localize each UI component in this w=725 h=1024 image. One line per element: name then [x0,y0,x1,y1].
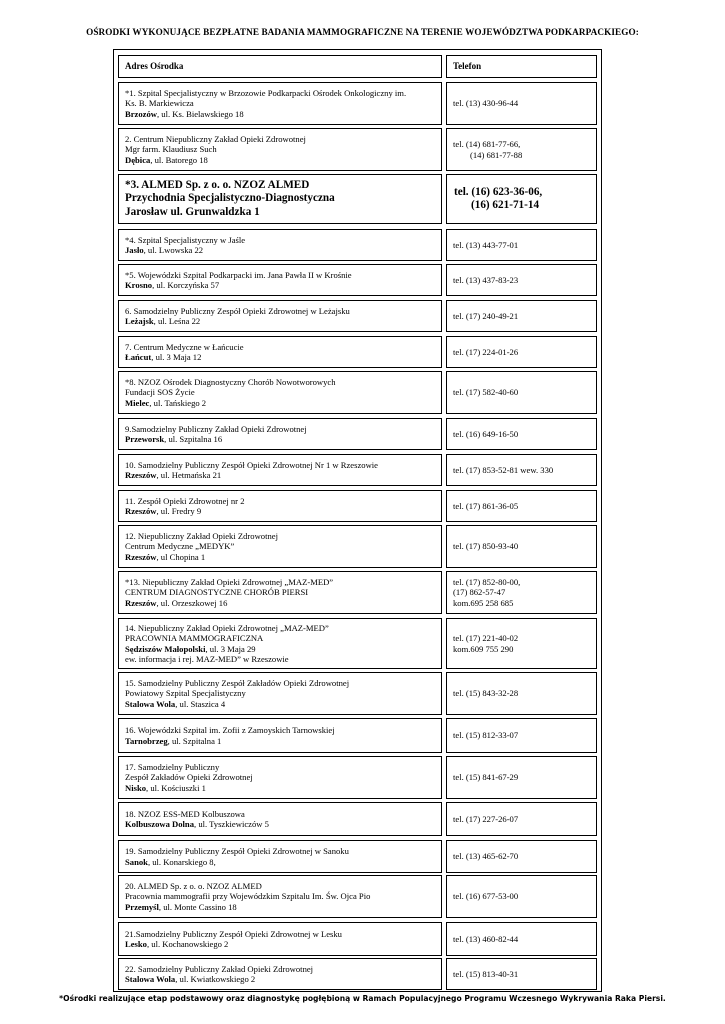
address-cell [118,958,442,990]
address-line: *8. NZOZ Ośrodek Diagnostyczny Chorób Nowotworowych [125,376,336,387]
phone-cell [446,174,597,224]
street-address: , ul Chopina 1 [156,551,206,562]
address-line: 14. Niepubliczny Zakład Opieki Zdrowotnej „MAZ-MED” [125,622,329,633]
street-address: , ul. Orzeszkowej 16 [156,597,228,608]
city-name: Brzozów [125,108,157,119]
address-line: 21.Samodzielny Publiczny Zespół Opieki Zdrowotnej w Lesku [125,928,342,939]
phone-number: tel. (17) 224-01-26 [453,346,519,357]
phone-number: tel. (13) 465-62-70 [453,851,519,862]
address-cell [118,300,442,332]
phone-number: kom.695 258 685 [453,597,514,608]
street-address: , ul. Kościuszki 1 [146,782,206,793]
city-street-line [125,352,435,362]
address-line: Fundacji SOS Życie [125,387,195,398]
city-name: Rzeszów [125,506,157,516]
address-line: *13. Niepubliczny Zakład Opieki Zdrowotnej „MAZ-MED” [125,576,334,587]
phone-cell [446,875,597,918]
city-street-line [125,699,435,709]
city-name: Jarosław [125,205,168,218]
address-cell [118,454,442,486]
street-address: , ul. Fredry 9 [156,506,202,516]
street-address: , ul. Tyszkiewiczów 5 [194,819,269,829]
address-cell [118,875,442,918]
phone-number: tel. (17) 221-40-02 [453,633,519,644]
phone-number: tel. (14) 681-77-66, [453,139,521,150]
address-line: Centrum Medyczne „MEDYK” [125,541,235,552]
street-address: , ul. Ks. Bielawskiego 18 [156,108,244,119]
city-name: Mielec [125,397,150,408]
phone-cell [446,958,597,990]
header-phone-cell: Telefon [446,55,597,78]
city-name: Leżajsk [125,316,154,326]
phone-cell [446,300,597,332]
address-line: 10. Samodzielny Publiczny Zespół Opieki Zdrowotnej Nr 1 w Rzeszowie [125,459,378,470]
address-line: 7. Centrum Medyczne w Łańcucie [125,341,244,352]
street-address: , ul. Szpitalna 1 [167,735,222,746]
address-cell [118,525,442,568]
address-cell [118,128,442,171]
phone-cell [446,336,597,368]
address-line: *1. Szpital Specjalistyczny w Brzozowie Podkarpacki Ośrodek Onkologiczny im. [125,87,407,98]
address-line: 9.Samodzielny Publiczny Zakład Opieki Zdrowotnej [125,423,307,434]
address-cell [118,371,442,414]
city-street-line [125,245,435,255]
street-address: ul. Grunwaldzka 1 [167,205,260,218]
city-street-line [125,206,435,219]
phone-number: (16) 621-71-14 [471,199,540,211]
address-line: *3. ALMED Sp. z o. o. NZOZ ALMED [125,179,310,192]
address-cell [118,229,442,261]
city-street-line [125,939,435,949]
address-cell [118,82,442,125]
address-cell [118,490,442,522]
address-line: 15. Samodzielny Publiczny Zespół Zakładów Opieki Zdrowotnej [125,677,350,688]
phone-number: tel. (17) 227-26-07 [453,813,519,824]
address-line: 19. Samodzielny Publiczny Zespół Opieki Zdrowotnej w Sanoku [125,846,349,857]
phone-cell [446,756,597,799]
street-address: , ul. Batorego 18 [150,154,208,165]
street-address: , ul. Kwiatkowskiego 2 [175,974,256,984]
city-street-line [125,902,435,912]
phone-number: tel. (15) 841-67-29 [453,772,519,783]
phone-number: tel. (16) 649-16-50 [453,428,519,439]
city-name: Jasło [125,245,144,255]
street-address: , ul. 3 Maja 29 [205,643,256,654]
phone-cell [446,490,597,522]
phone-cell [446,371,597,414]
city-street-line [125,109,435,119]
street-address: , ul. Leśna 22 [153,316,201,326]
street-address: , ul. 3 Maja 12 [151,352,202,362]
city-street-line [125,644,435,654]
street-address: , ul. Konarskiego 8, [147,856,216,867]
phone-cell [446,229,597,261]
address-line: PRACOWNIA MAMMOGRAFICZNA [125,633,264,644]
phone-cell [446,82,597,125]
city-name: Rzeszów [125,597,157,608]
city-name: Przeworsk [125,434,165,444]
phone-cell [446,802,597,836]
address-line: CENTRUM DIAGNOSTYCZNE CHORÓB PIERSI [125,587,309,598]
phone-cell [446,618,597,669]
address-line: Ks. B. Markiewicza [125,98,194,109]
phone-cell [446,840,597,873]
address-line: Powiatowy Szpital Specjalistyczny [125,688,246,699]
city-street-line [125,783,435,793]
address-cell [118,718,442,753]
street-address: , ul. Lwowska 22 [143,245,204,255]
city-name: Rzeszów [125,470,157,480]
phone-number: (17) 862-57-47 [453,587,506,598]
city-name: Lesko [125,939,147,949]
city-street-line [125,155,435,165]
street-address: , ul. Tańskiego 2 [149,397,207,408]
city-street-line [125,552,435,562]
address-line: 22. Samodzielny Publiczny Zakład Opieki Zdrowotnej [125,963,314,974]
street-address: , ul. Korczyńska 57 [152,280,220,290]
address-line: 11. Zespół Opieki Zdrowotnej nr 2 [125,495,245,506]
address-line: *5. Wojewódzki Szpital Podkarpacki im. Jana Pawła II w Krośnie [125,269,352,280]
city-name: Sanok [125,856,148,867]
phone-number: (14) 681-77-88 [470,149,523,160]
phone-number: tel. (13) 437-83-23 [453,274,519,285]
city-street-line [125,316,435,326]
phone-number: tel. (13) 443-77-01 [453,239,519,250]
phone-number: tel. (15) 843-32-28 [453,688,519,699]
footnote: *Ośrodki realizujące etap podstawowy oraz diagnostykę pogłębioną w Ramach Populacyjnego Programu Wczesnego Wykrywania Raka Piersi. [59,994,666,1003]
phone-cell [446,454,597,486]
address-line: Pracownia mammografii przy Wojewódzkim Szpitalu Im. Św. Ojca Pio [125,891,371,902]
phone-cell [446,922,597,956]
address-line: 2. Centrum Niepubliczny Zakład Opieki Zdrowotnej [125,133,306,144]
phone-cell [446,264,597,296]
address-line: 16. Wojewódzki Szpital im. Zofii z Zamoyskich Tarnowskiej [125,725,335,736]
phone-cell [446,571,597,614]
phone-number: kom.609 755 290 [453,643,514,654]
address-cell [118,672,442,715]
city-street-line [125,280,435,290]
phone-number: tel. (13) 460-82-44 [453,933,519,944]
address-line: Zespół Zakładów Opieki Zdrowotnej [125,772,253,783]
phone-number: tel. (16) 623-36-06, [454,185,543,198]
address-cell [118,571,442,614]
city-street-line [125,398,435,408]
city-name: Kolbuszowa Dolna [125,819,195,829]
city-name: Łańcut [125,352,152,362]
city-street-line [125,506,435,516]
street-address: , ul. Staszica 4 [175,698,226,709]
street-address: , ul. Monte Cassino 18 [158,901,237,912]
city-name: Dębica [125,154,151,165]
city-name: Stalowa Wola [125,974,176,984]
phone-number: tel. (16) 677-53-00 [453,891,519,902]
city-name: Tarnobrzeg [125,735,168,746]
phone-number: tel. (15) 812-33-07 [453,730,519,741]
address-cell [118,618,442,669]
city-street-line [125,470,435,480]
city-name: Nisko [125,782,147,793]
city-name: Sędziszów Małopolski [125,643,206,654]
address-cell [118,418,442,450]
address-cell [118,336,442,368]
phone-number: tel. (15) 813-40-31 [453,968,519,979]
city-street-line [125,819,435,829]
street-address: , ul. Kochanowskiego 2 [146,939,229,949]
address-line: 18. NZOZ ESS-MED Kolbuszowa [125,808,245,819]
address-line: 20. ALMED Sp. z o. o. NZOZ ALMED [125,880,262,891]
address-line: 17. Samodzielny Publiczny [125,761,220,772]
phone-cell [446,525,597,568]
city-name: Krosno [125,280,153,290]
city-street-line [125,857,435,867]
phone-number: tel. (13) 430-96-44 [453,98,519,109]
address-cell [118,756,442,799]
city-name: Rzeszów [125,551,157,562]
address-note: ew. informacja i rej. MAZ-MED” w Rzeszowie [125,653,289,664]
address-line: Przychodnia Specjalistyczno-Diagnostyczna [125,192,335,205]
street-address: , ul. Szpitalna 16 [164,434,223,444]
city-street-line [125,974,435,984]
phone-cell [446,718,597,753]
address-cell [118,174,442,224]
address-cell [118,840,442,873]
address-line: Mgr farm. Klaudiusz Such [125,144,217,155]
phone-number: tel. (17) 852-80-00, [453,576,521,587]
city-street-line [125,598,435,608]
address-line: *4. Szpital Specjalistyczny w Jaśle [125,234,246,245]
city-street-line [125,736,435,746]
address-line: 6. Samodzielny Publiczny Zespół Opieki Zdrowotnej w Leżajsku [125,305,350,316]
phone-number: tel. (17) 853-52-81 wew. 330 [453,464,554,475]
page-title: OŚRODKI WYKONUJĄCE BEZPŁATNE BADANIA MAMMOGRAFICZNE NA TERENIE WOJEWÓDZTWA PODKARPACKIEGO: [86,27,639,37]
phone-cell [446,672,597,715]
street-address: , ul. Hetmańska 21 [156,470,222,480]
phone-number: tel. (17) 861-36-05 [453,500,519,511]
phone-number: tel. (17) 850-93-40 [453,541,519,552]
address-cell [118,802,442,836]
city-street-line [125,434,435,444]
address-cell [118,264,442,296]
phone-number: tel. (17) 240-49-21 [453,310,519,321]
city-name: Stalowa Wola [125,698,176,709]
address-cell [118,922,442,956]
phone-cell [446,418,597,450]
phone-cell [446,128,597,171]
phone-number: tel. (17) 582-40-60 [453,387,519,398]
address-line: 12. Niepubliczny Zakład Opieki Zdrowotnej [125,530,278,541]
header-address-cell: Adres Ośrodka [118,55,442,78]
city-name: Przemyśl [125,901,159,912]
